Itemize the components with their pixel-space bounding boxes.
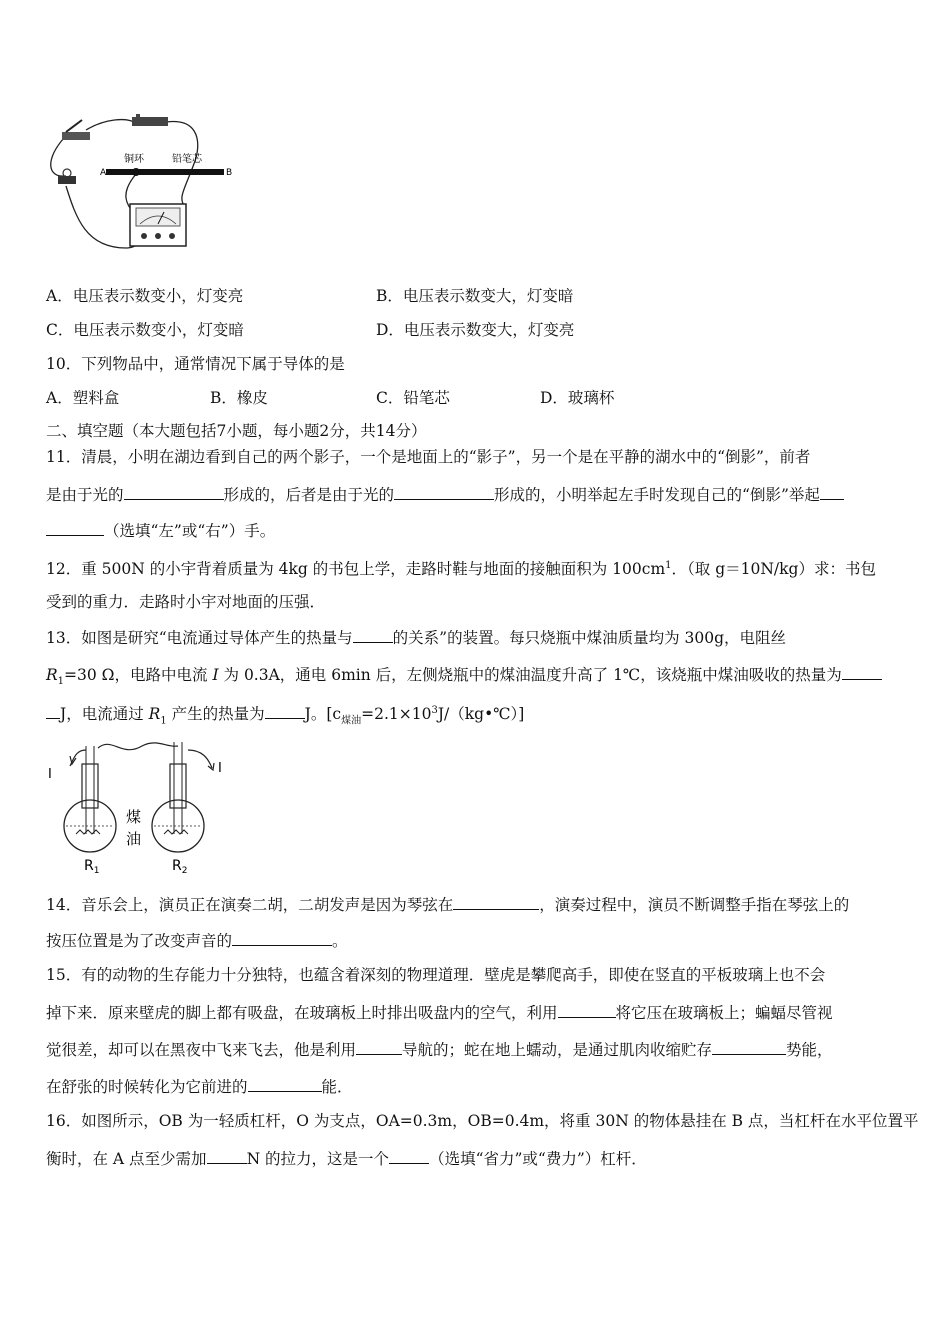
- label-r2: $R_2$: [172, 858, 188, 876]
- q13-line2: $R_1=30$ Ω，电路中电流 I 为 0.3A，通电 6min 后，左侧烧瓶中的煤油温度升高了 1℃，该烧瓶中煤油吸收的热量为: [46, 664, 882, 692]
- q14-blank-1[interactable]: [453, 894, 539, 910]
- q9-option-a: A．电压表示数变小，灯变亮: [46, 287, 244, 305]
- q15-blank-2[interactable]: [356, 1039, 402, 1055]
- label-pencil-lead: 铅笔芯: [172, 154, 202, 165]
- q15-line2: 掉下来．原来壁虎的脚上都有吸盘，在玻璃板上时排出吸盘内的空气，利用 将它压在玻璃板上；蝙蝠尽管视: [46, 1004, 833, 1022]
- q10-option-d: D．玻璃杯: [540, 389, 615, 407]
- q11-line3: （选填“左”或“右”）手。: [46, 520, 275, 541]
- label-copper-ring: 铜环: [124, 154, 144, 165]
- q13-line1: 13．如图是研究“电流通过导体产生的热量与 的关系”的装置。每只烧瓶中煤油质量均为 300g，电阻丝: [46, 629, 787, 647]
- flask-heating-figure: [42, 738, 242, 878]
- q15-line4: 在舒张的时候转化为它前进的 能．: [46, 1078, 353, 1096]
- q15-blank-3[interactable]: [712, 1039, 786, 1055]
- q15-blank-1[interactable]: [558, 1002, 616, 1018]
- q13-line3: J，电流通过 $R_1$ 产生的热量为 J。$[c_{煤油}=2.1\times 10^3J/(kg•℃)]$: [46, 701, 524, 731]
- q11-blank-1[interactable]: [124, 484, 224, 500]
- q9-option-d: D．电压表示数变大，灯变亮: [376, 321, 575, 339]
- q11-line2: 是由于光的 形成的，后者是由于光的 形成的，小明举起左手时发现自己的“倒影”举起: [46, 484, 844, 505]
- q16-blank-2[interactable]: [389, 1148, 429, 1164]
- q14-line1: 14．音乐会上，演员正在演奏二胡，二胡发声是因为琴弦在 ，演奏过程中，演员不断调整手指在琴弦上的: [46, 896, 850, 914]
- q15-line1: 15．有的动物的生存能力十分独特，也蕴含着深刻的物理道理．壁虎是攀爬高手，即使在竖直的平板玻璃上也不会: [46, 966, 826, 984]
- label-current-left: I: [48, 767, 52, 782]
- q10-option-b: B．橡皮: [210, 389, 268, 407]
- label-b: B: [226, 168, 233, 178]
- q11-blank-3b[interactable]: [46, 520, 104, 536]
- lamp-icon: [58, 169, 76, 184]
- q11-blank-3a[interactable]: [820, 484, 844, 500]
- q9-option-c: C．电压表示数变小，灯变暗: [46, 321, 244, 339]
- section2-title: 二、填空题（本大题包括7小题，每小题2分，共14分）: [46, 422, 427, 440]
- q15-blank-4[interactable]: [248, 1076, 322, 1092]
- label-a: A: [100, 168, 107, 178]
- q14-blank-2[interactable]: [232, 930, 332, 946]
- label-r1: $R_1$: [84, 858, 100, 876]
- q11-blank-2[interactable]: [394, 484, 494, 500]
- q13-blank-3[interactable]: [265, 703, 305, 719]
- switch-icon: [62, 120, 90, 140]
- q15-line3: 觉很差，却可以在黑夜中飞来飞去，他是利用 导航的；蛇在地上蠕动，是通过肌肉收缩贮存 势能，: [46, 1041, 833, 1059]
- q16-blank-1[interactable]: [207, 1148, 247, 1164]
- q14-line2: 按压位置是为了改变声音的 。: [46, 932, 348, 950]
- label-kerosene-1: 煤: [126, 808, 142, 826]
- right-flask: [152, 742, 204, 852]
- q13-blank-2b[interactable]: [46, 703, 60, 719]
- q12-line1: 12．重 500N 的小宇背着质量为 4kg 的书包上学，走路时鞋与地面的接触面积为 $100cm^1$．（取 g＝10N/kg）求：书包: [46, 560, 876, 579]
- q9-option-b: B．电压表示数变大，灯变暗: [376, 287, 574, 305]
- q16-line1: 16．如图所示，OB 为一轻质杠杆，O 为支点，OA=0.3m，OB=0.4m，将重 30N 的物体悬挂在 B 点，当杠杆在水平位置平: [46, 1112, 919, 1130]
- label-current-right: I: [218, 761, 222, 776]
- label-kerosene-2: 油: [126, 830, 142, 848]
- q12-line2: 受到的重力．走路时小宇对地面的压强．: [46, 593, 326, 611]
- q16-line2: 衡时，在 A 点至少需加 N 的拉力，这是一个 （选填“省力”或“费力”）杠杆．: [46, 1150, 647, 1168]
- q10-option-a: A．塑料盒: [46, 389, 120, 407]
- q13-blank-1[interactable]: [353, 627, 393, 643]
- q10-stem: 10．下列物品中，通常情况下属于导体的是: [46, 355, 345, 373]
- battery-icon: [132, 114, 168, 126]
- circuit-figure-pencil-lead: [46, 108, 246, 253]
- voltmeter-icon: [130, 204, 186, 246]
- q13-blank-2a[interactable]: [842, 664, 882, 680]
- q10-option-c: C．铅笔芯: [376, 389, 450, 407]
- q11-line1: 11．清晨，小明在湖边看到自己的两个影子，一个是地面上的“影子”，另一个是在平静的湖水中的“倒影”，前者: [46, 448, 811, 466]
